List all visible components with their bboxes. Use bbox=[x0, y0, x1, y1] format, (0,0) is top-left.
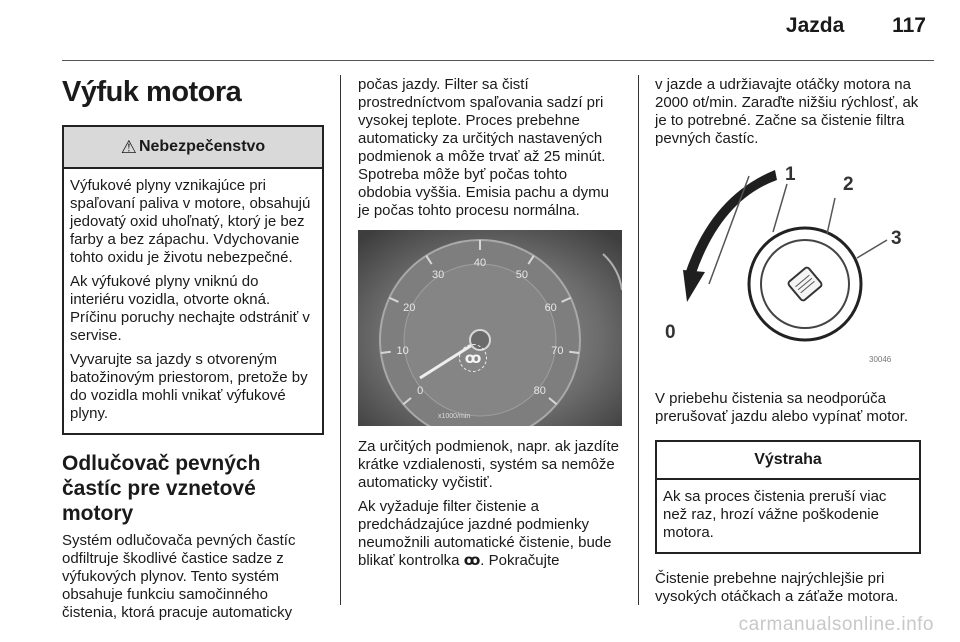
caution-label: Výstraha bbox=[657, 442, 919, 480]
section-name: Jazda bbox=[785, 14, 845, 37]
danger-body bbox=[64, 169, 322, 433]
gauge-tick-label: 30 bbox=[431, 269, 445, 282]
figure-code: 30046 bbox=[869, 355, 892, 364]
warning-triangle-icon: ⚠ bbox=[120, 136, 137, 157]
body-paragraph: Čistenie prebehne najrýchlejšie pri vysokých otáčkach a záťaže motora. bbox=[655, 570, 899, 605]
gauge-unit: x1000/min bbox=[438, 413, 471, 420]
body-paragraph: V priebehu čistenia sa neodporúča prerušovať jazdu alebo vypínať motor. bbox=[655, 390, 909, 425]
section-subtitle: Odlučovač pevných častíc pre vznetové motory bbox=[62, 452, 261, 525]
column-1 bbox=[62, 60, 324, 628]
gauge-tick-label: 70 bbox=[551, 345, 564, 358]
page-number: 117 bbox=[892, 14, 926, 37]
body-paragraph: počas jazdy. Filter sa čistí prostredníctvom spaľovania sadzí pri vysokej teplote. Proces prebehne automaticky za určitých nastavených podmienok a môže trvať až 25 minút. Spotreba môže byť počas tohto obdobia vyššia. Emisia pachu a dymu je počas tohto procesu normálna. bbox=[358, 76, 609, 219]
position-label-3: 3 bbox=[891, 228, 902, 249]
gauge-tick-label: 0 bbox=[417, 385, 424, 398]
ignition-switch-figure bbox=[661, 160, 915, 376]
column-divider-1 bbox=[340, 75, 341, 605]
danger-paragraph: Vyvarujte sa jazdy s otvoreným batožinovým priestorom, pretože by do vozidla mohli vnikať výfukové plyny. bbox=[70, 351, 308, 422]
body-paragraph: v jazde a udržiavajte otáčky motora na 2000 ot/min. Zaraďte nižšiu rýchlosť, ak je to potrebné. Začne sa čistenie filtra pevných častíc. bbox=[655, 76, 919, 147]
tachometer-figure bbox=[358, 230, 622, 426]
particle-filter-warning-icon: ꝏ bbox=[459, 344, 487, 372]
caution-body bbox=[657, 480, 919, 552]
column-divider-2 bbox=[638, 75, 639, 605]
gauge-tick-label: 20 bbox=[403, 302, 416, 315]
gauge-tick-label: 50 bbox=[515, 269, 529, 282]
position-label-1: 1 bbox=[785, 164, 796, 185]
caution-box bbox=[655, 440, 921, 554]
caution-text: Ak sa proces čistenia preruší viac než raz, hrozí vážne poškodenie motora. bbox=[663, 488, 887, 541]
danger-paragraph: Ak výfukové plyny vniknú do interiéru vozidla, otvorte okná. Príčinu poruchy nechajte odstrániť v servise. bbox=[70, 273, 310, 344]
danger-box bbox=[62, 125, 324, 435]
position-label-0: 0 bbox=[665, 322, 676, 343]
body-paragraph: Systém odlučovača pevných častíc odfiltruje škodlivé častice sadze z výfukových plynov. Tento systém obsahuje funkciu samočinného čistenia, ktorá pracuje automaticky bbox=[62, 532, 296, 621]
gauge-tick-label: 80 bbox=[533, 385, 546, 398]
watermark: carmanualsonline.info bbox=[738, 614, 934, 635]
danger-label: Nebezpečenstvo bbox=[138, 138, 266, 155]
body-paragraph: Ak vyžaduje filter čistenie a predchádzajúce jazdné podmienky neumožnili automatické čistenie, bude blikať kontrolka ꝏ. Pokračujte bbox=[358, 498, 612, 569]
gauge-tick-label: 10 bbox=[396, 345, 409, 358]
column-2 bbox=[358, 60, 622, 576]
danger-header bbox=[64, 127, 322, 169]
gauge-tick bbox=[569, 352, 579, 353]
page-title: Výfuk motora bbox=[62, 76, 242, 108]
gauge-tick-label: 40 bbox=[473, 257, 487, 269]
particle-filter-lamp-icon: ꝏ bbox=[463, 552, 481, 569]
page-header bbox=[786, 14, 926, 38]
danger-paragraph: Výfukové plyny vznikajúce pri spaľovaní paliva v motore, obsahujú jedovatý oxid uhoľnatý, ktorý je bez farby a bez zápachu. Vdychovanie tohto oxidu je životu nebezpečné. bbox=[70, 177, 311, 266]
body-paragraph: Za určitých podmienok, napr. ak jazdíte krátke vzdialenosti, systém sa nemôže automaticky vyčistiť. bbox=[358, 438, 619, 491]
column-3 bbox=[655, 60, 921, 612]
gauge-tick-label: 60 bbox=[544, 302, 557, 315]
gauge-tick bbox=[381, 352, 391, 353]
position-label-2: 2 bbox=[843, 174, 854, 195]
